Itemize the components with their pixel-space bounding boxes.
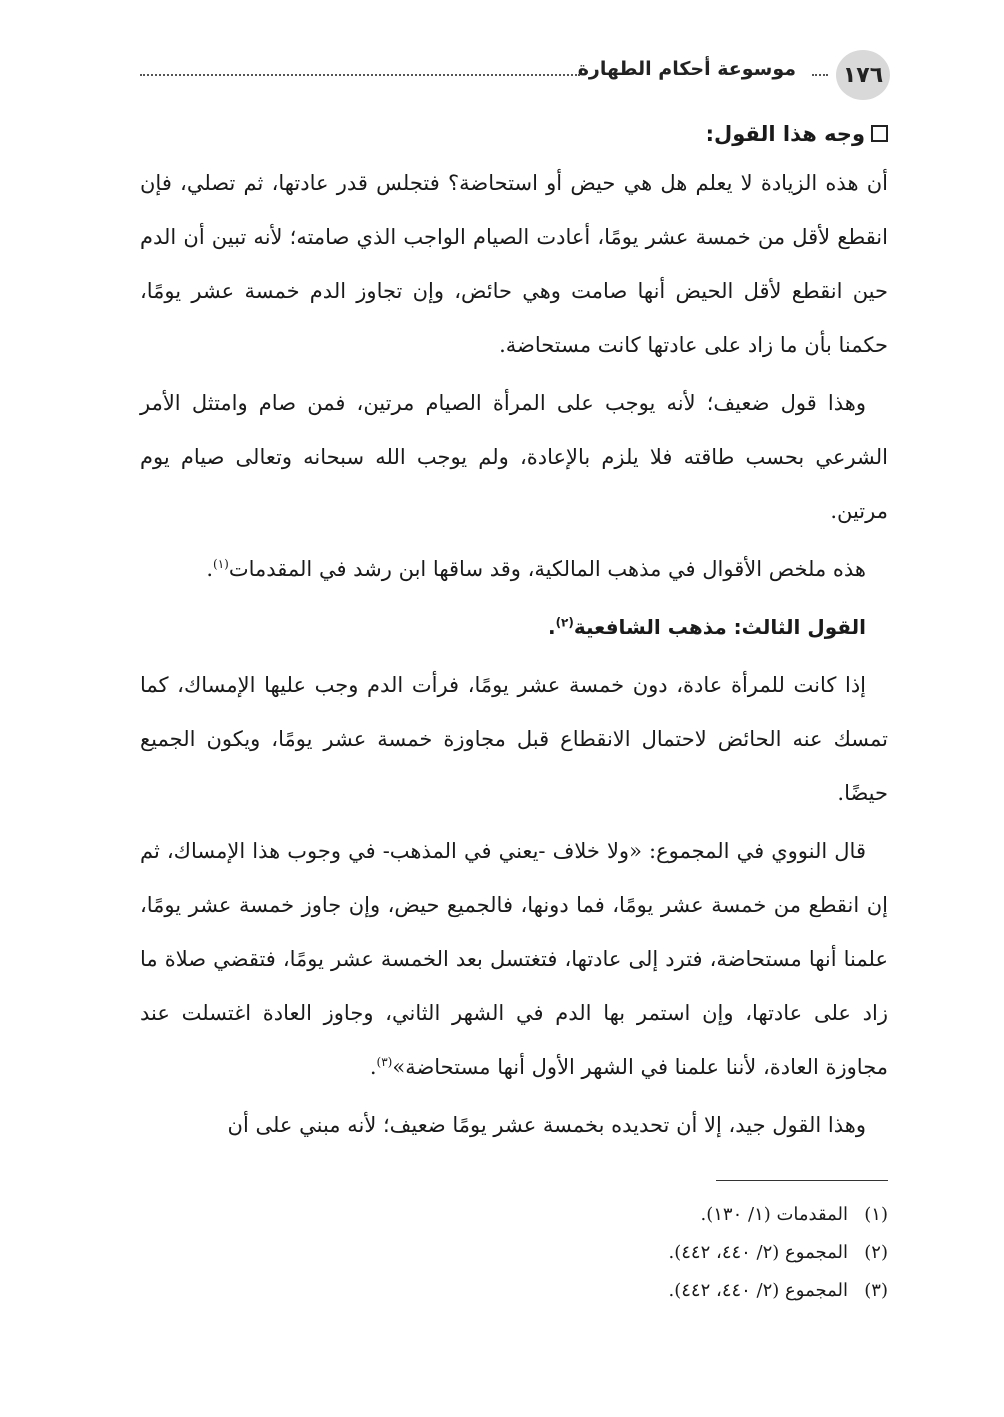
page-number-badge: ١٧٦ [836, 50, 890, 100]
footnote-number: (١) [864, 1204, 888, 1225]
third-opinion-heading [140, 600, 888, 654]
section-heading-text: وجه هذا القول: [705, 122, 865, 146]
header-dotted-leader-right [812, 74, 828, 76]
header-dotted-leader-left [140, 74, 580, 76]
third-opinion-heading-end: . [547, 615, 556, 639]
paragraph-justification: أن هذه الزيادة لا يعلم هل هي حيض أو استحاضة؟ فتجلس قدر عادتها، ثم تصلي، فإن انقطع لأقل من خمسة عشر يومًا، أعادت الصيام الواجب الذي صامته؛ لأنه تبين أن الدم حين انقطع لأقل الحيض أنها صامت وهي حائض، وإن تجاوز الدم خمسة عشر يومًا، حكمنا بأن ما زاد على عادتها كانت مستحاضة. [140, 171, 888, 357]
paragraph-nawawi-quote [140, 824, 888, 1094]
third-opinion-heading-text: القول الثالث: مذهب الشافعية [573, 615, 866, 639]
paragraph-assessment: وهذا القول جيد، إلا أن تحديده بخمسة عشر يومًا ضعيف؛ لأنه مبني على أن [227, 1113, 866, 1137]
footnote-1 [188, 1196, 888, 1234]
footnote-ref-2[interactable]: (٢) [555, 615, 574, 630]
main-text [140, 112, 888, 1156]
footnote-ref-1[interactable]: (١) [213, 557, 229, 571]
footnote-separator [716, 1180, 888, 1181]
footnote-number: (٣) [864, 1280, 888, 1301]
footnote-text: المجموع (٢/ ٤٤٠، ٤٤٢). [668, 1242, 848, 1263]
paragraph-summary-text: هذه ملخص الأقوال في مذهب المالكية، وقد ساقها ابن رشد في المقدمات [228, 557, 866, 581]
paragraph-weakness: وهذا قول ضعيف؛ لأنه يوجب على المرأة الصيام مرتين، فمن صام وامتثل الأمر الشرعي بحسب طاقته فلا يلزم بالإعادة، ولم يوجب الله سبحانه وتعالى صيام يوم مرتين. [140, 391, 888, 523]
footnotes [188, 1196, 888, 1310]
section-heading [140, 112, 888, 156]
footnote-2 [188, 1234, 888, 1272]
paragraph-nawawi-quote-end: . [369, 1055, 377, 1079]
footnote-number: (٢) [864, 1242, 888, 1263]
footnote-text: المجموع (٢/ ٤٤٠، ٤٤٢). [668, 1280, 848, 1301]
paragraph-nawawi-quote-text: قال النووي في المجموع: «ولا خلاف -يعني في المذهب- في وجوب هذا الإمساك، ثم إن انقطع من خمسة عشر يومًا، فما دونها، فالجميع حيض، وإن جاوز خمسة عشر يومًا، علمنا أنها مستحاضة، فترد إلى عادتها، فتغتسل بعد الخمسة عشر يومًا، فتقضي صلاة ما زاد على عادتها، وإن استمر بها الدم في الشهر الثاني، وجاوز العادة اغتسلت عند مجاوزة العادة، لأننا علمنا في الشهر الأول أنها مستحاضة» [140, 839, 888, 1079]
paragraph-summary [140, 542, 888, 596]
footnote-ref-3[interactable]: (٣) [376, 1055, 393, 1069]
page-header [140, 44, 890, 100]
footnote-3 [188, 1272, 888, 1310]
book-title: موسوعة أحكام الطهارة [577, 58, 796, 80]
paragraph-shafii-rule: إذا كانت للمرأة عادة، دون خمسة عشر يومًا، فرأت الدم وجب عليها الإمساك، كما تمسك عنه الحائض لاحتمال الانقطاع قبل مجاوزة خمسة عشر يومًا، ويكون الجميع حيضًا. [140, 673, 888, 805]
checkbox-square-icon [871, 125, 888, 142]
footnote-text: المقدمات (١/ ١٣٠). [700, 1204, 848, 1225]
paragraph-summary-end: . [206, 557, 213, 581]
